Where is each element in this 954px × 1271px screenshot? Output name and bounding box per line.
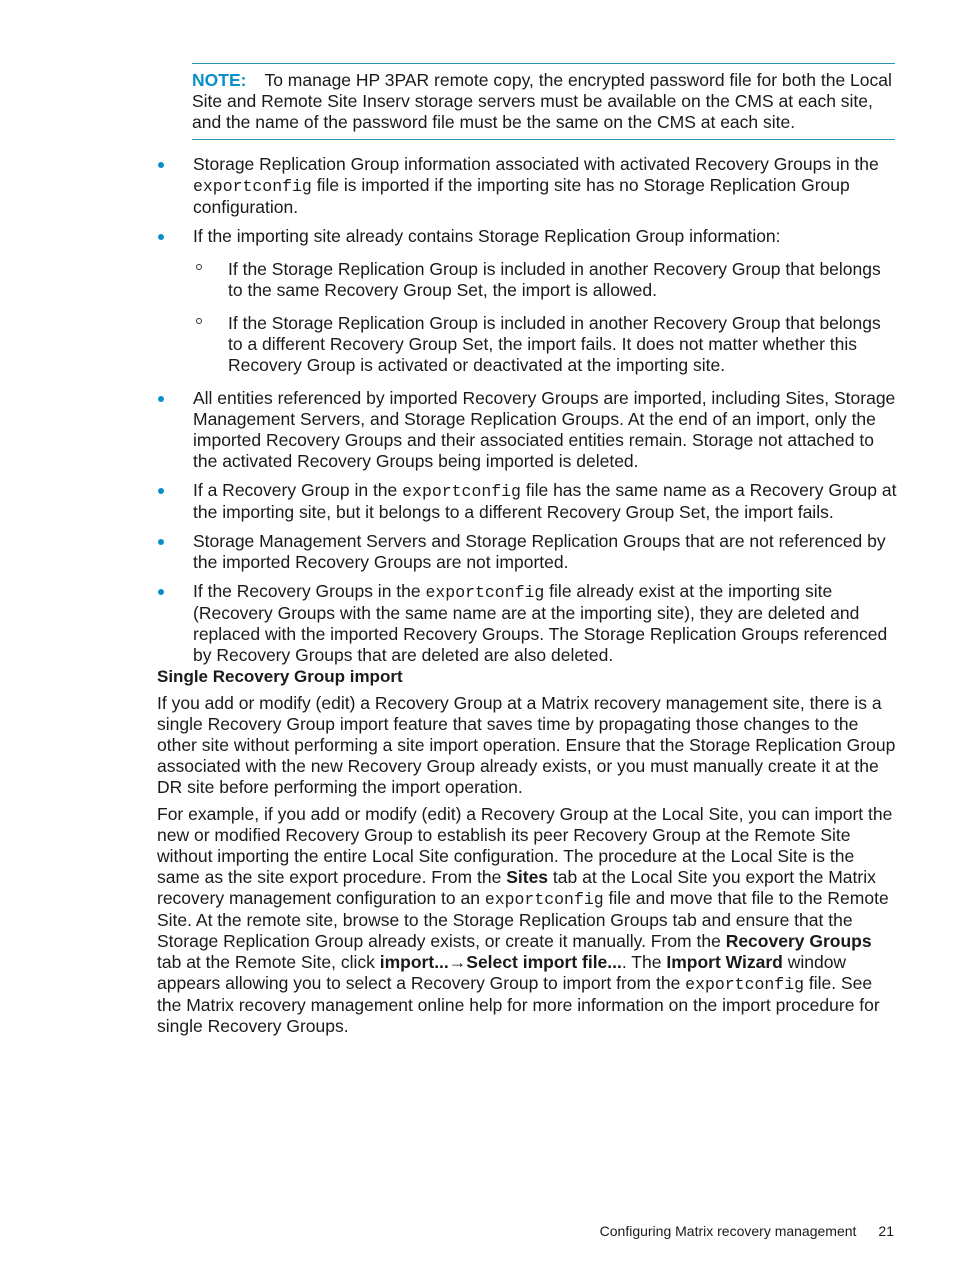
sub-bullet-icon [196,264,202,270]
text-run: tab at the Remote Site, click [157,952,380,972]
text-run: If the Recovery Groups in the [193,581,426,601]
list-item [157,388,897,472]
text-run: Storage Replication Group information associated with activated Recovery Groups in the [193,154,879,174]
text-run: file already exist at the importing site (Recovery Groups with the same name are at the importing site), they are deleted and replaced with the imported Recovery Groups. The Storage Replication Groups referenced by Recovery Groups that are deleted are also deleted. [193,581,888,665]
code-run: exportconfig [484,890,604,909]
paragraph [157,804,899,1037]
sub-list-item [193,259,897,301]
list-item [157,531,897,573]
text-run: If a Recovery Group in the [193,480,403,500]
sub-bullet-icon [196,318,202,324]
section-heading: Single Recovery Group import [157,667,403,686]
page-number: 21 [878,1223,894,1239]
code-run: exportconfig [193,177,312,196]
list-item [157,581,897,666]
text-run: file is imported if the importing site has no Storage Replication Group configuration. [193,175,850,217]
text-run: window appears allowing you to select a Recovery Group to import from the [157,952,847,993]
ui-term-sites: Sites [506,867,549,887]
ui-term-select-import-file: Select import file... [466,952,622,972]
list-item [157,154,897,218]
sub-list [193,259,897,376]
paragraph: If you add or modify (edit) a Recovery Group at a Matrix recovery management site, there is a single Recovery Group import feature that saves time by propagating those changes to the other site without performing a site import operation. Ensure that the Storage Replication Group associated with the new Recovery Group already exists, or you must manually create it at the DR site before performing the import operation. [157,693,896,797]
arrow-icon: → [448,952,467,972]
code-run: exportconfig [402,482,521,501]
list-item [157,480,897,523]
code-run: exportconfig [685,975,804,994]
bullet-icon [158,234,164,240]
text-run: file and move that file to the Remote Site. At the remote site, browse to the Storage Replication Groups tab and ensure that the Storage Replication Group already exists, or create it manually. From the [157,888,889,951]
bullet-icon [158,162,164,168]
note-box [192,63,895,140]
ui-term-import: import... [379,952,449,972]
text-run: . The [621,952,667,972]
text-run: file. See the Matrix recovery management online help for more information on the import procedure for single Recovery Groups. [157,973,880,1036]
text-run: For example, if you add or modify (edit) a Recovery Group at the Local Site, you can import the new or modified Recovery Group to establish its peer Recovery Group at the Remote Site without importing the entire Local Site configuration. The procedure at the Local Site is the same as the site export procedure. From the [157,804,893,887]
text-run: tab at the Local Site you export the Matrix recovery management configuration to an [157,867,876,908]
bullet-icon [158,589,164,595]
note-label: NOTE: [192,70,247,90]
text-run: All entities referenced by imported Recovery Groups are imported, including Sites, Storage Management Servers, and Storage Replication Groups. At the end of an import, only the imported Recovery Groups and their associated entities remain. Storage not attached to the activated Recovery Groups being imported is deleted. [193,388,896,471]
footer-title: Configuring Matrix recovery management [599,1223,857,1239]
page-footer [600,1222,894,1240]
sub-list-item [193,313,897,376]
note-text: To manage HP 3PAR remote copy, the encrypted password file for both the Local Site and Remote Site Inserv storage servers must be available on the CMS at each site, and the name of the password file must be the same on the CMS at each site. [192,70,892,132]
bullet-icon [158,488,164,494]
bullet-icon [158,396,164,402]
bullet-icon [158,539,164,545]
text-run: If the Storage Replication Group is included in another Recovery Group that belongs to a different Recovery Group Set, the import fails. It does not matter whether this Recovery Group is activated or deactivated at the importing site. [228,313,881,375]
list-item [157,226,897,376]
text-run: Storage Management Servers and Storage Replication Groups that are not referenced by the imported Recovery Groups are not imported. [193,531,886,572]
code-run: exportconfig [425,583,545,602]
ui-term-import-wizard: Import Wizard [666,952,783,972]
text-run: file has the same name as a Recovery Group at the importing site, but it belongs to a different Recovery Group Set, the import fails. [193,480,897,522]
bullet-list [157,154,897,674]
text-run: If the Storage Replication Group is included in another Recovery Group that belongs to the same Recovery Group Set, the import is allowed. [228,259,881,300]
ui-term-recovery-groups: Recovery Groups [725,931,872,951]
text-run: If the importing site already contains Storage Replication Group information: [193,226,781,246]
